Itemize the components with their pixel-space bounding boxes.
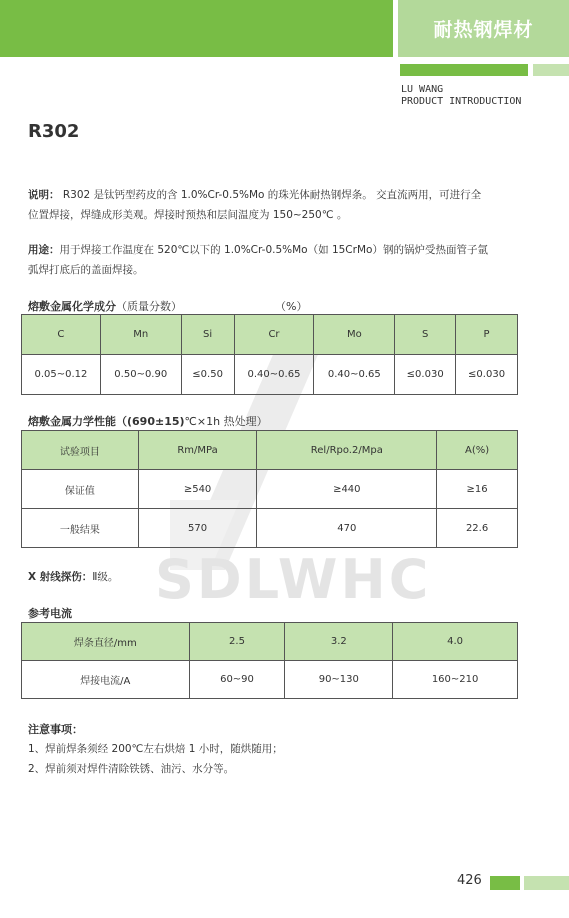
header-bar: [0, 0, 393, 57]
table-header-cell: Si: [181, 315, 234, 355]
table-header-cell: 4.0: [393, 623, 518, 661]
table-cell: 焊接电流/A: [22, 661, 190, 699]
table-cell: ≤0.030: [456, 355, 518, 395]
mechanical-title: 熔敷金属力学性能（(690±15): [28, 415, 185, 428]
note-item: 2、焊前须对焊件清除铁锈、油污、水分等。: [28, 763, 235, 775]
xray-line: [28, 569, 118, 584]
mechanical-heading: [28, 413, 268, 429]
table-header-cell: Mn: [100, 315, 181, 355]
watermark-text: SDLWHC: [155, 548, 432, 611]
table-header-cell: Mo: [314, 315, 395, 355]
category-title: 耐热钢焊材: [398, 0, 569, 57]
footer-stripe-light: [524, 876, 569, 890]
usage-paragraph: [28, 240, 518, 280]
table-header-cell: Rel/Rpo.2/Mpa: [257, 431, 437, 470]
composition-unit: （%）: [275, 300, 308, 313]
table-cell: 470: [257, 509, 437, 548]
table-cell: 22.6: [437, 509, 518, 548]
table-cell: 160~210: [393, 661, 518, 699]
description-line-2: 位置焊接，焊缝成形美观。焊接时预热和层间温度为 150~250℃ 。: [28, 209, 348, 221]
usage-label: 用途：: [28, 244, 60, 256]
table-cell: ≥440: [257, 470, 437, 509]
table-header-cell: 试验项目: [22, 431, 139, 470]
table-cell: 一般结果: [22, 509, 139, 548]
table-cell: 0.50~0.90: [100, 355, 181, 395]
current-heading: 参考电流: [28, 607, 72, 620]
footer-stripe-dark: [490, 876, 520, 890]
notes-title: 注意事项：: [28, 723, 83, 736]
table-row: [22, 355, 518, 395]
composition-title: 熔敷金属化学成分: [28, 300, 116, 313]
page-number: 426: [457, 873, 482, 888]
table-header-cell: P: [456, 315, 518, 355]
usage-line-1: 用于焊接工作温度在 520℃以下的 1.0%Cr-0.5%Mo（如 15CrMo）钢的锅炉受热面管子氩: [59, 244, 488, 256]
table-cell: 0.05~0.12: [22, 355, 101, 395]
product-title: R302: [28, 121, 80, 142]
table-cell: 90~130: [285, 661, 393, 699]
header-stripe-dark: [400, 64, 528, 76]
brand-subtitle: PRODUCT INTRODUCTION: [401, 96, 522, 107]
composition-heading: [28, 298, 182, 314]
brand-block: [401, 84, 521, 108]
table-row: [22, 509, 518, 548]
usage-line-2: 弧焊打底后的盖面焊接。: [28, 264, 144, 276]
table-header-cell: 3.2: [285, 623, 393, 661]
table-cell: ≥540: [138, 470, 257, 509]
table-header-cell: Cr: [234, 315, 314, 355]
composition-subtitle: （质量分数）: [116, 300, 182, 313]
table-header-cell: 2.5: [189, 623, 285, 661]
table-cell: 0.40~0.65: [234, 355, 314, 395]
description-line-1: R302 是钛钙型药皮的含 1.0%Cr-0.5%Mo 的珠光体耐热钢焊条。 交直流两用，可进行全: [62, 189, 482, 201]
table-cell: 保证值: [22, 470, 139, 509]
table-header-cell: S: [395, 315, 456, 355]
table-header-row: [22, 431, 518, 470]
description-label: 说明：: [28, 189, 60, 201]
note-item: 1、焊前焊条须经 200℃左右烘焙 1 小时，随烘随用；: [28, 743, 283, 755]
table-header-row: [22, 315, 518, 355]
xray-value: Ⅱ级。: [92, 571, 119, 583]
table-cell: 60~90: [189, 661, 285, 699]
table-header-cell: 焊条直径/mm: [22, 623, 190, 661]
current-table: [21, 622, 518, 699]
table-header-cell: C: [22, 315, 101, 355]
mechanical-title-rest: ℃×1h 热处理）: [184, 415, 268, 428]
table-cell: 570: [138, 509, 257, 548]
header-stripe-light: [533, 64, 569, 76]
table-row: [22, 470, 518, 509]
table-cell: ≤0.030: [395, 355, 456, 395]
mechanical-table: [21, 430, 518, 548]
table-header-cell: A(%): [437, 431, 518, 470]
table-row: [22, 661, 518, 699]
table-cell: 0.40~0.65: [314, 355, 395, 395]
table-cell: ≥16: [437, 470, 518, 509]
description-paragraph: [28, 185, 518, 225]
table-cell: ≤0.50: [181, 355, 234, 395]
xray-label: X 射线探伤：: [28, 571, 93, 583]
table-header-row: [22, 623, 518, 661]
brand-name: LU WANG: [401, 84, 444, 95]
table-header-cell: Rm/MPa: [138, 431, 257, 470]
composition-table: [21, 314, 518, 395]
